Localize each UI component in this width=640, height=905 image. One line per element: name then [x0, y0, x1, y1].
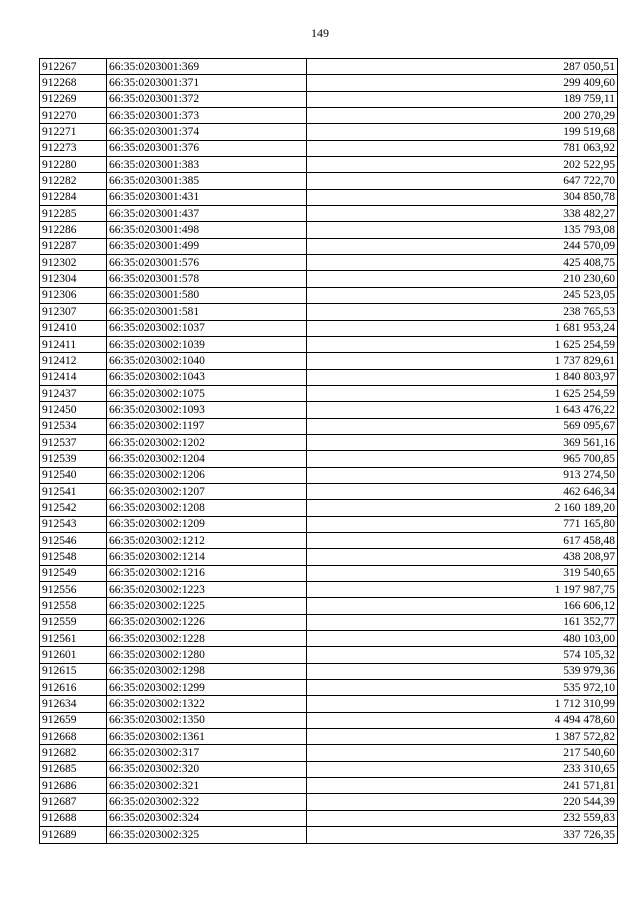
table-row: [40, 287, 618, 303]
cadastral-number-cell: 66:35:0203001:374: [107, 124, 307, 140]
row-id-cell: 912412: [40, 353, 107, 369]
table-row: [40, 582, 618, 598]
cadastral-value-cell: 210 230,60: [307, 271, 618, 287]
row-id-cell: 912450: [40, 402, 107, 418]
cadastral-number-cell: 66:35:0203001:437: [107, 206, 307, 222]
cadastral-number-cell: 66:35:0203002:1202: [107, 434, 307, 450]
cadastral-number-cell: 66:35:0203001:581: [107, 304, 307, 320]
table-row: [40, 794, 618, 810]
row-id-cell: 912546: [40, 532, 107, 548]
table-row: [40, 173, 618, 189]
cadastral-value-cell: 771 165,80: [307, 516, 618, 532]
cadastral-number-cell: 66:35:0203002:1093: [107, 402, 307, 418]
table-row: [40, 75, 618, 91]
cadastral-value-cell: 338 482,27: [307, 206, 618, 222]
cadastral-number-cell: 66:35:0203002:1298: [107, 663, 307, 679]
row-id-cell: 912615: [40, 663, 107, 679]
row-id-cell: 912689: [40, 827, 107, 843]
cadastral-value-cell: 480 103,00: [307, 631, 618, 647]
cadastral-number-cell: 66:35:0203002:321: [107, 778, 307, 794]
table-row: [40, 108, 618, 124]
row-id-cell: 912616: [40, 680, 107, 696]
cadastral-number-cell: 66:35:0203002:1206: [107, 467, 307, 483]
row-id-cell: 912286: [40, 222, 107, 238]
table-row: [40, 483, 618, 499]
table-row: [40, 696, 618, 712]
table-row: [40, 238, 618, 254]
row-id-cell: 912437: [40, 385, 107, 401]
row-id-cell: 912540: [40, 467, 107, 483]
table-row: [40, 369, 618, 385]
row-id-cell: 912685: [40, 761, 107, 777]
cadastral-number-cell: 66:35:0203001:578: [107, 271, 307, 287]
row-id-cell: 912411: [40, 336, 107, 352]
cadastral-number-cell: 66:35:0203002:1223: [107, 582, 307, 598]
table-row: [40, 189, 618, 205]
cadastral-number-cell: 66:35:0203001:373: [107, 108, 307, 124]
table-row: [40, 761, 618, 777]
row-id-cell: 912268: [40, 75, 107, 91]
row-id-cell: 912304: [40, 271, 107, 287]
row-id-cell: 912307: [40, 304, 107, 320]
row-id-cell: 912687: [40, 794, 107, 810]
cadastral-number-cell: 66:35:0203002:1209: [107, 516, 307, 532]
cadastral-value-cell: 4 494 478,60: [307, 712, 618, 728]
table-row: [40, 91, 618, 107]
cadastral-number-cell: 66:35:0203002:1197: [107, 418, 307, 434]
cadastral-value-cell: 166 606,12: [307, 598, 618, 614]
cadastral-number-cell: 66:35:0203002:325: [107, 827, 307, 843]
table-row: [40, 255, 618, 271]
cadastral-value-cell: 202 522,95: [307, 157, 618, 173]
table-row: [40, 663, 618, 679]
cadastral-value-cell: 220 544,39: [307, 794, 618, 810]
cadastral-number-cell: 66:35:0203001:383: [107, 157, 307, 173]
cadastral-number-cell: 66:35:0203002:317: [107, 745, 307, 761]
cadastral-number-cell: 66:35:0203002:320: [107, 761, 307, 777]
cadastral-number-cell: 66:35:0203002:1040: [107, 353, 307, 369]
table-row: [40, 336, 618, 352]
cadastral-number-cell: 66:35:0203002:1350: [107, 712, 307, 728]
cadastral-value-cell: 233 310,65: [307, 761, 618, 777]
cadastral-number-cell: 66:35:0203001:385: [107, 173, 307, 189]
cadastral-number-cell: 66:35:0203002:1216: [107, 565, 307, 581]
cadastral-value-cell: 462 646,34: [307, 483, 618, 499]
cadastral-value-cell: 200 270,29: [307, 108, 618, 124]
cadastral-value-cell: 189 759,11: [307, 91, 618, 107]
cadastral-number-cell: 66:35:0203002:1207: [107, 483, 307, 499]
cadastral-value-cell: 647 722,70: [307, 173, 618, 189]
row-id-cell: 912537: [40, 434, 107, 450]
row-id-cell: 912549: [40, 565, 107, 581]
cadastral-value-cell: 438 208,97: [307, 549, 618, 565]
cadastral-number-cell: 66:35:0203002:324: [107, 810, 307, 826]
row-id-cell: 912270: [40, 108, 107, 124]
cadastral-value-cell: 2 160 189,20: [307, 500, 618, 516]
table-row: [40, 712, 618, 728]
row-id-cell: 912558: [40, 598, 107, 614]
cadastral-number-cell: 66:35:0203001:431: [107, 189, 307, 205]
cadastral-value-cell: 232 559,83: [307, 810, 618, 826]
table-row: [40, 418, 618, 434]
cadastral-value-cell: 1 737 829,61: [307, 353, 618, 369]
table-row: [40, 549, 618, 565]
cadastral-value-cell: 161 352,77: [307, 614, 618, 630]
row-id-cell: 912282: [40, 173, 107, 189]
cadastral-value-cell: 535 972,10: [307, 680, 618, 696]
cadastral-number-cell: 66:35:0203002:1039: [107, 336, 307, 352]
row-id-cell: 912686: [40, 778, 107, 794]
cadastral-number-cell: 66:35:0203001:576: [107, 255, 307, 271]
cadastral-value-cell: 539 979,36: [307, 663, 618, 679]
cadastral-value-cell: 569 095,67: [307, 418, 618, 434]
cadastral-number-cell: 66:35:0203001:580: [107, 287, 307, 303]
row-id-cell: 912559: [40, 614, 107, 630]
table-row: [40, 59, 618, 75]
row-id-cell: 912273: [40, 140, 107, 156]
cadastral-value-cell: 337 726,35: [307, 827, 618, 843]
cadastral-value-cell: 574 105,32: [307, 647, 618, 663]
cadastral-value-cell: 617 458,48: [307, 532, 618, 548]
row-id-cell: 912271: [40, 124, 107, 140]
cadastral-value-cell: 1 625 254,59: [307, 336, 618, 352]
cadastral-value-cell: 287 050,51: [307, 59, 618, 75]
cadastral-number-cell: 66:35:0203001:499: [107, 238, 307, 254]
cadastral-value-cell: 1 387 572,82: [307, 729, 618, 745]
row-id-cell: 912287: [40, 238, 107, 254]
cadastral-number-cell: 66:35:0203001:372: [107, 91, 307, 107]
cadastral-value-cell: 1 712 310,99: [307, 696, 618, 712]
table-row: [40, 516, 618, 532]
cadastral-value-cell: 1 197 987,75: [307, 582, 618, 598]
cadastral-number-cell: 66:35:0203002:1037: [107, 320, 307, 336]
table-body: [40, 59, 618, 844]
cadastral-value-cell: 369 561,16: [307, 434, 618, 450]
row-id-cell: 912668: [40, 729, 107, 745]
cadastral-number-cell: 66:35:0203001:371: [107, 75, 307, 91]
cadastral-number-cell: 66:35:0203002:1299: [107, 680, 307, 696]
table-row: [40, 320, 618, 336]
cadastral-number-cell: 66:35:0203002:1280: [107, 647, 307, 663]
table-row: [40, 353, 618, 369]
cadastral-number-cell: 66:35:0203002:322: [107, 794, 307, 810]
cadastral-number-cell: 66:35:0203001:376: [107, 140, 307, 156]
table-row: [40, 778, 618, 794]
table-row: [40, 729, 618, 745]
cadastral-value-cell: 135 793,08: [307, 222, 618, 238]
table-row: [40, 385, 618, 401]
table-row: [40, 124, 618, 140]
row-id-cell: 912601: [40, 647, 107, 663]
cadastral-value-cell: 238 765,53: [307, 304, 618, 320]
row-id-cell: 912267: [40, 59, 107, 75]
cadastral-value-cell: 217 540,60: [307, 745, 618, 761]
cadastral-value-cell: 425 408,75: [307, 255, 618, 271]
table-row: [40, 827, 618, 843]
cadastral-value-cell: 199 519,68: [307, 124, 618, 140]
row-id-cell: 912414: [40, 369, 107, 385]
cadastral-value-cell: 241 571,81: [307, 778, 618, 794]
row-id-cell: 912284: [40, 189, 107, 205]
cadastral-number-cell: 66:35:0203001:369: [107, 59, 307, 75]
row-id-cell: 912285: [40, 206, 107, 222]
row-id-cell: 912659: [40, 712, 107, 728]
table-row: [40, 810, 618, 826]
table-row: [40, 532, 618, 548]
row-id-cell: 912302: [40, 255, 107, 271]
table-row: [40, 500, 618, 516]
cadastral-value-cell: 245 523,05: [307, 287, 618, 303]
cadastral-number-cell: 66:35:0203002:1075: [107, 385, 307, 401]
row-id-cell: 912556: [40, 582, 107, 598]
table-row: [40, 140, 618, 156]
row-id-cell: 912548: [40, 549, 107, 565]
cadastral-number-cell: 66:35:0203002:1228: [107, 631, 307, 647]
row-id-cell: 912306: [40, 287, 107, 303]
row-id-cell: 912682: [40, 745, 107, 761]
cadastral-value-cell: 304 850,78: [307, 189, 618, 205]
table-row: [40, 451, 618, 467]
table-row: [40, 565, 618, 581]
row-id-cell: 912410: [40, 320, 107, 336]
row-id-cell: 912543: [40, 516, 107, 532]
row-id-cell: 912269: [40, 91, 107, 107]
table-row: [40, 271, 618, 287]
row-id-cell: 912688: [40, 810, 107, 826]
cadastral-number-cell: 66:35:0203002:1212: [107, 532, 307, 548]
cadastral-number-cell: 66:35:0203002:1225: [107, 598, 307, 614]
table-row: [40, 598, 618, 614]
cadastral-value-cell: 913 274,50: [307, 467, 618, 483]
table-row: [40, 402, 618, 418]
table-row: [40, 206, 618, 222]
cadastral-value-table: [39, 58, 618, 844]
cadastral-value-cell: 965 700,85: [307, 451, 618, 467]
cadastral-number-cell: 66:35:0203002:1322: [107, 696, 307, 712]
table-row: [40, 614, 618, 630]
cadastral-number-cell: 66:35:0203001:498: [107, 222, 307, 238]
cadastral-value-cell: 1 625 254,59: [307, 385, 618, 401]
table-row: [40, 222, 618, 238]
cadastral-value-cell: 299 409,60: [307, 75, 618, 91]
cadastral-value-cell: 781 063,92: [307, 140, 618, 156]
table-row: [40, 434, 618, 450]
cadastral-number-cell: 66:35:0203002:1043: [107, 369, 307, 385]
cadastral-value-cell: 1 681 953,24: [307, 320, 618, 336]
row-id-cell: 912539: [40, 451, 107, 467]
row-id-cell: 912634: [40, 696, 107, 712]
cadastral-number-cell: 66:35:0203002:1208: [107, 500, 307, 516]
cadastral-number-cell: 66:35:0203002:1361: [107, 729, 307, 745]
cadastral-value-cell: 244 570,09: [307, 238, 618, 254]
row-id-cell: 912534: [40, 418, 107, 434]
table-row: [40, 304, 618, 320]
cadastral-value-cell: 319 540,65: [307, 565, 618, 581]
table-row: [40, 647, 618, 663]
table-row: [40, 631, 618, 647]
row-id-cell: 912542: [40, 500, 107, 516]
cadastral-value-cell: 1 643 476,22: [307, 402, 618, 418]
cadastral-number-cell: 66:35:0203002:1204: [107, 451, 307, 467]
page-number: 149: [311, 26, 329, 40]
row-id-cell: 912541: [40, 483, 107, 499]
table-row: [40, 680, 618, 696]
cadastral-number-cell: 66:35:0203002:1214: [107, 549, 307, 565]
cadastral-value-cell: 1 840 803,97: [307, 369, 618, 385]
row-id-cell: 912280: [40, 157, 107, 173]
row-id-cell: 912561: [40, 631, 107, 647]
cadastral-number-cell: 66:35:0203002:1226: [107, 614, 307, 630]
table-row: [40, 157, 618, 173]
table-row: [40, 745, 618, 761]
table-row: [40, 467, 618, 483]
